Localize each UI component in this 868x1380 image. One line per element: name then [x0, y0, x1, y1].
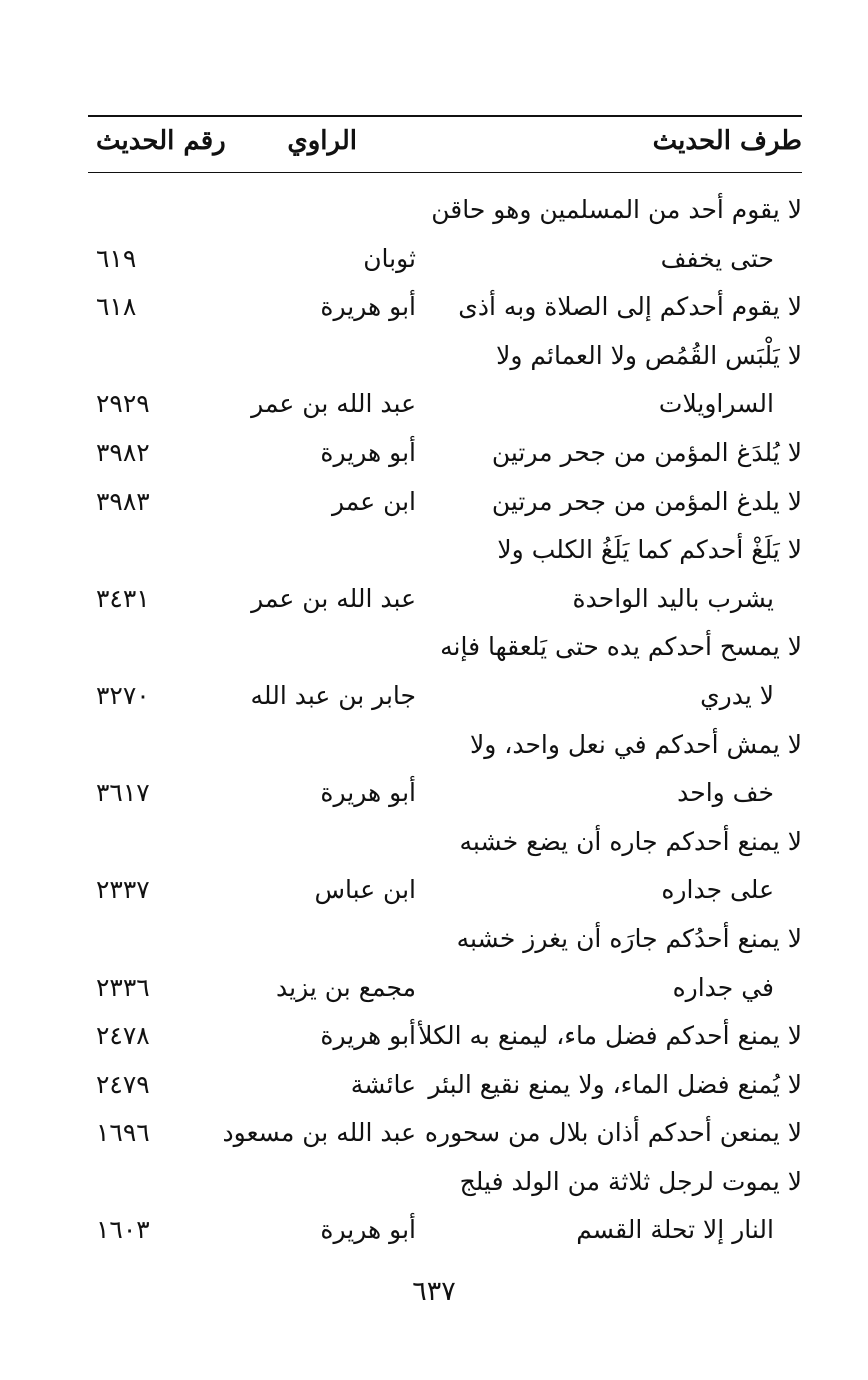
- hadith-text: لا يدري: [700, 680, 774, 710]
- hadith-text: لا يُمنع فضل الماء، ولا يمنع نقيع البئر: [428, 1069, 802, 1099]
- narrator-name: مجمع بن يزيد: [275, 972, 416, 1002]
- narrator-name: عائشة: [350, 1069, 416, 1099]
- hadith-text: لا يَلَغْ أحدكم كما يَلَغُ الكلب ولا: [497, 535, 802, 565]
- hadith-number: ٣٩٨٣: [96, 486, 150, 516]
- page-number: ٦٣٧: [412, 1276, 456, 1307]
- hadith-text: النار إلا تحلة القسم: [576, 1215, 774, 1245]
- header-title: طرف الحديث: [652, 126, 802, 156]
- narrator-name: عبد الله بن عمر: [251, 583, 416, 613]
- hadith-text: السراويلات: [658, 389, 774, 419]
- hadith-number: ٦١٨: [96, 292, 137, 322]
- hadith-text: على جداره: [661, 875, 774, 905]
- hadith-text: حتى يخفف: [660, 243, 774, 273]
- hadith-number: ٣٢٧٠: [96, 680, 150, 710]
- index-line: [88, 526, 802, 575]
- hadith-text: لا يمنع أحدكم فضل ماء، ليمنع به الكلأ: [418, 1021, 802, 1051]
- narrator-name: أبو هريرة: [320, 778, 416, 808]
- narrator-name: أبو هريرة: [320, 437, 416, 467]
- index-line: [88, 1061, 802, 1110]
- narrator-name: جابر بن عبد الله: [250, 680, 416, 710]
- hadith-number: ١٦٠٣: [96, 1215, 150, 1245]
- index-line: [88, 1012, 802, 1061]
- index-line: [88, 380, 802, 429]
- hadith-text: يشرب باليد الواحدة: [572, 583, 774, 613]
- index-line: [88, 429, 802, 478]
- index-line: [88, 672, 802, 721]
- hadith-text: لا يُلدَغ المؤمن من جحر مرتين: [491, 437, 802, 467]
- table-header: [88, 118, 802, 170]
- hadith-text: لا يموت لرجل ثلاثة من الولد فيلج: [459, 1166, 802, 1196]
- hadith-text: لا يمنع أحدُكم جارَه أن يغرز خشبه: [456, 923, 802, 953]
- index-line: [88, 866, 802, 915]
- index-line: [88, 575, 802, 624]
- hadith-text: لا يلدغ المؤمن من جحر مرتين: [491, 486, 802, 516]
- index-line: [88, 721, 802, 770]
- hadith-number: ٣٤٣١: [96, 583, 150, 613]
- hadith-index-list: [88, 186, 802, 1255]
- header-number: رقم الحديث: [96, 126, 226, 156]
- hadith-text: لا يقوم أحدكم إلى الصلاة وبه أذى: [458, 292, 802, 322]
- narrator-name: أبو هريرة: [320, 1021, 416, 1051]
- index-line: [88, 1158, 802, 1207]
- hadith-number: ٢٣٣٦: [96, 972, 150, 1002]
- index-line: [88, 915, 802, 964]
- index-line: [88, 1206, 802, 1255]
- hadith-number: ٢٩٢٩: [96, 389, 150, 419]
- hadith-number: ٣٩٨٢: [96, 437, 150, 467]
- narrator-name: ابن عباس: [314, 875, 416, 905]
- hadith-number: ٢٣٣٧: [96, 875, 150, 905]
- narrator-name: ثوبان: [363, 243, 416, 273]
- narrator-name: عبد الله بن عمر: [251, 389, 416, 419]
- hadith-text: لا يمش أحدكم في نعل واحد، ولا: [469, 729, 802, 759]
- index-line: [88, 332, 802, 381]
- index-line: [88, 623, 802, 672]
- hadith-text: خف واحد: [677, 778, 774, 808]
- index-line: [88, 235, 802, 284]
- top-rule: [88, 115, 802, 117]
- narrator-name: أبو هريرة: [320, 1215, 416, 1245]
- index-line: [88, 186, 802, 235]
- hadith-number: ٣٦١٧: [96, 778, 150, 808]
- hadith-number: ٢٤٧٩: [96, 1069, 150, 1099]
- hadith-text: لا يَلْبَس القُمُص ولا العمائم ولا: [496, 340, 802, 370]
- hadith-number: ٢٤٧٨: [96, 1021, 150, 1051]
- narrator-name: عبد الله بن مسعود: [222, 1118, 416, 1148]
- hadith-text: في جداره: [672, 972, 774, 1002]
- hadith-text: لا يمنعن أحدكم أذان بلال من سحوره: [424, 1118, 802, 1148]
- hadith-text: لا يقوم أحد من المسلمين وهو حاقن: [431, 195, 802, 224]
- hadith-text: لا يمنع أحدكم جاره أن يضع خشبه: [459, 826, 802, 856]
- header-narrator: الراوي: [287, 126, 357, 156]
- index-line: [88, 818, 802, 867]
- header-rule: [88, 172, 802, 173]
- index-line: [88, 769, 802, 818]
- index-line: [88, 964, 802, 1013]
- hadith-number: ١٦٩٦: [96, 1118, 150, 1148]
- index-line: [88, 478, 802, 527]
- narrator-name: ابن عمر: [331, 486, 416, 516]
- hadith-text: لا يمسح أحدكم يده حتى يَلعقها فإنه: [440, 632, 802, 662]
- narrator-name: أبو هريرة: [320, 292, 416, 322]
- hadith-number: ٦١٩: [96, 243, 137, 273]
- index-line: [88, 283, 802, 332]
- index-line: [88, 1109, 802, 1158]
